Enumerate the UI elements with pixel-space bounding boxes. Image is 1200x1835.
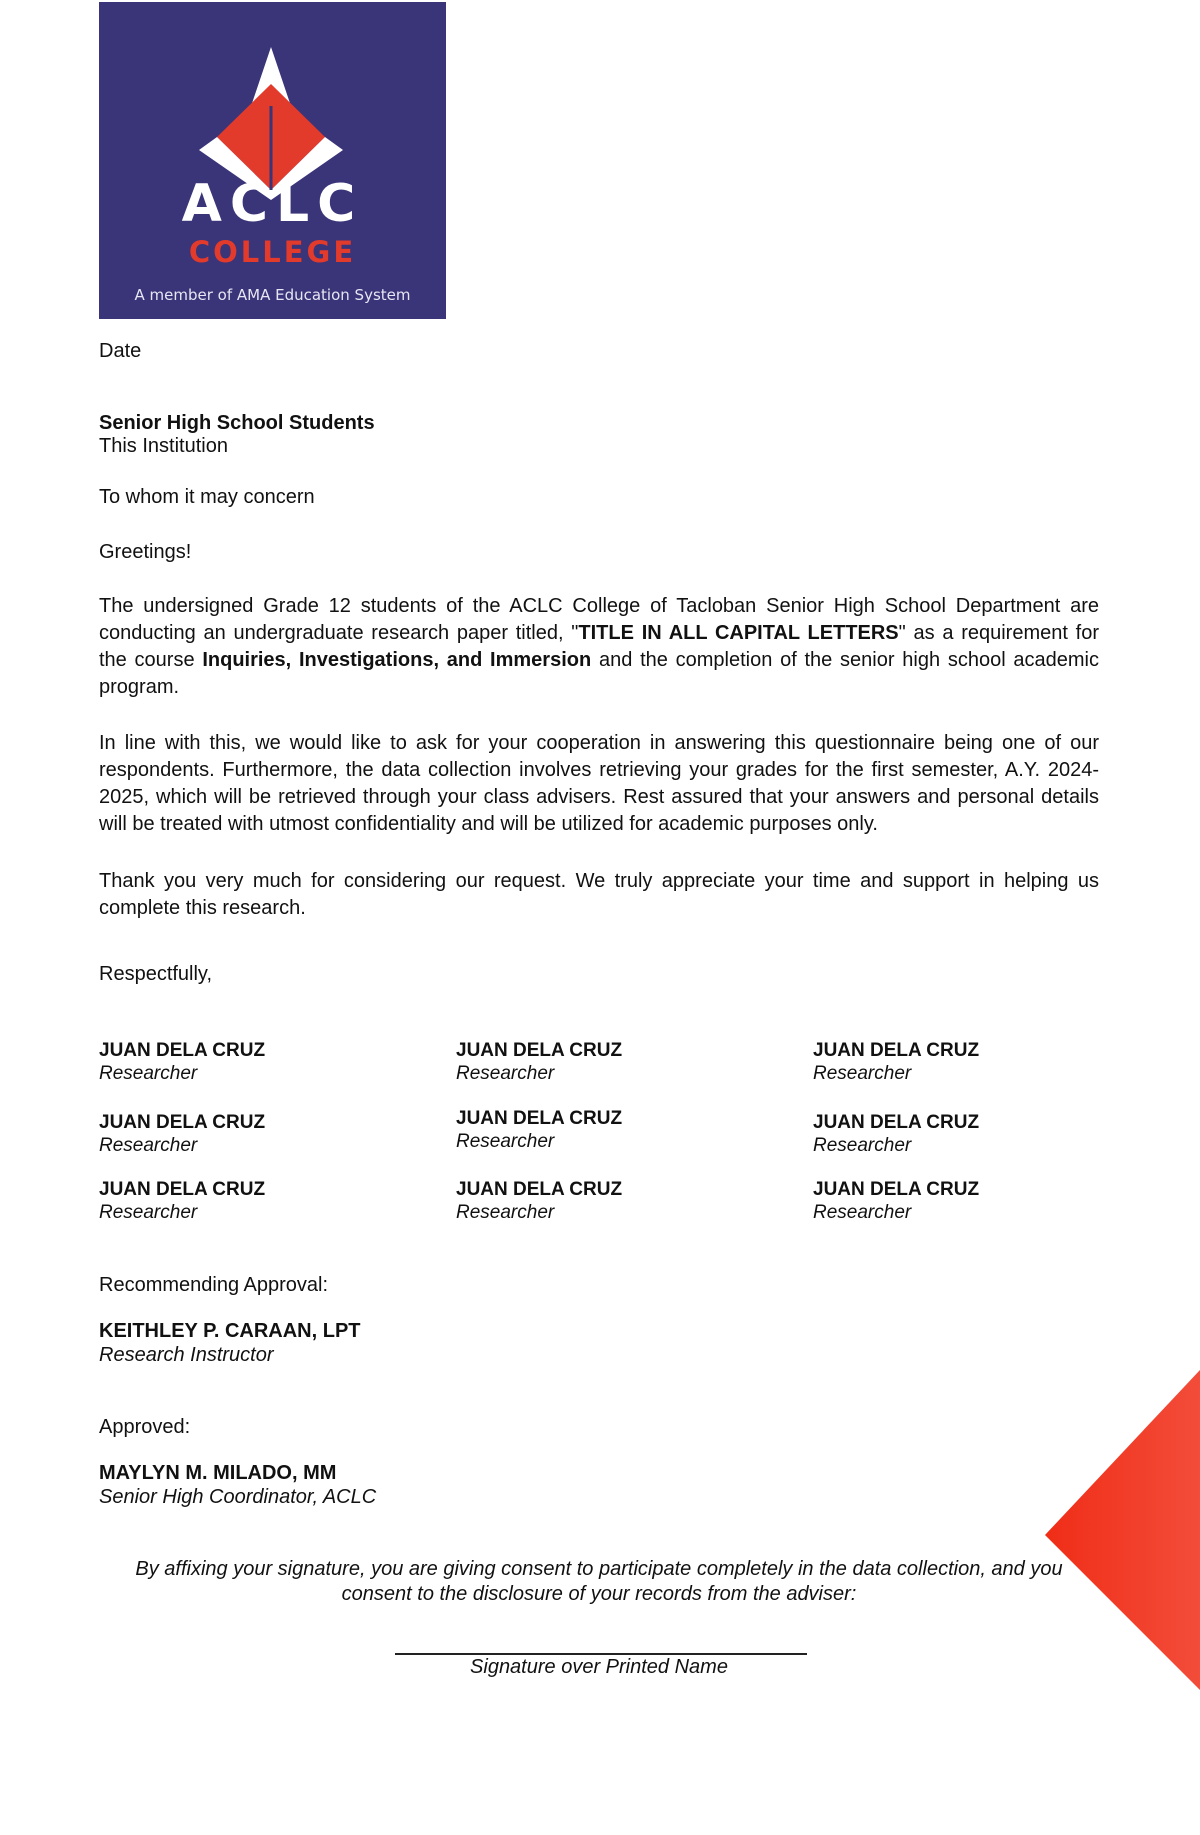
body-paragraph-3: Thank you very much for considering our request. We truly appreciate your time and support in helping us complete this research. — [99, 870, 1099, 919]
researcher-role: Researcher — [99, 1063, 198, 1084]
signature-line — [395, 1653, 807, 1655]
date-label: Date — [99, 340, 142, 362]
researcher-name: JUAN DELA CRUZ — [813, 1179, 980, 1200]
aclc-college-logo — [99, 2, 446, 319]
researcher-name: JUAN DELA CRUZ — [813, 1112, 980, 1133]
logo-member-text: A member of AMA Education System — [134, 286, 411, 304]
paragraph1-part2: " as a requirement for the course — [99, 622, 1099, 671]
researcher-name: JUAN DELA CRUZ — [456, 1179, 623, 1200]
closing: Respectfully, — [99, 963, 213, 985]
body-paragraph-1 — [99, 593, 1099, 701]
researcher-name: JUAN DELA CRUZ — [456, 1040, 623, 1061]
corner-decoration-icon — [1030, 1370, 1200, 1690]
recommending-name: KEITHLEY P. CARAAN, LPT — [99, 1320, 361, 1342]
body-paragraph-2: In line with this, we would like to ask for your cooperation in answering this questionnaire being one of our respondents. Furthermore, the data collection involves retrieving your grades for the first semester, A.Y. 2024-2025, which will be retrieved through your class advisers. Rest assured that your answers and personal details will be treated with utmost confidentiality and will be utilized for academic purposes only. — [99, 732, 1099, 835]
approved-name: MAYLYN M. MILADO, MM — [99, 1462, 337, 1484]
researcher-name: JUAN DELA CRUZ — [99, 1112, 266, 1133]
consent-line-1: By affixing your signature, you are giving consent to participate completely in the data collection, and you — [135, 1558, 1063, 1580]
logo-brand-main: ACLC — [181, 174, 364, 234]
research-title: TITLE IN ALL CAPITAL LETTERS — [578, 622, 899, 644]
researcher-role: Researcher — [99, 1202, 198, 1223]
recipient-name: Senior High School Students — [99, 412, 375, 434]
researcher-name: JUAN DELA CRUZ — [456, 1108, 623, 1129]
recommending-title: Research Instructor — [99, 1344, 274, 1366]
greeting: Greetings! — [99, 541, 192, 563]
researcher-name: JUAN DELA CRUZ — [813, 1040, 980, 1061]
course-name: Inquiries, Investigations, and Immersion — [202, 649, 592, 671]
researcher-role: Researcher — [813, 1202, 912, 1223]
salutation: To whom it may concern — [99, 486, 315, 508]
logo-brand-sub: COLLEGE — [188, 235, 357, 269]
approved-label: Approved: — [99, 1416, 191, 1438]
researcher-role: Researcher — [456, 1063, 555, 1084]
researcher-role: Researcher — [813, 1135, 912, 1156]
researcher-name: JUAN DELA CRUZ — [99, 1040, 266, 1061]
recommending-label: Recommending Approval: — [99, 1274, 329, 1296]
researcher-role: Researcher — [813, 1063, 912, 1084]
researcher-name: JUAN DELA CRUZ — [99, 1179, 266, 1200]
paragraph1-part1: The undersigned Grade 12 students of the ACLC College of Tacloban Senior High School Department are conducting an undergraduate research paper titled, " — [99, 595, 1099, 644]
recipient-org: This Institution — [99, 435, 228, 457]
signature-caption: Signature over Printed Name — [470, 1656, 728, 1678]
consent-line-2: consent to the disclosure of your records from the adviser: — [341, 1583, 857, 1605]
researcher-role: Researcher — [456, 1131, 555, 1152]
paragraph1-part3: and the completion of the senior high school academic program. — [99, 649, 1099, 698]
researcher-role: Researcher — [456, 1202, 555, 1223]
approved-title: Senior High Coordinator, ACLC — [99, 1486, 377, 1508]
researcher-role: Researcher — [99, 1135, 198, 1156]
logo-emblem-icon — [99, 2, 446, 319]
